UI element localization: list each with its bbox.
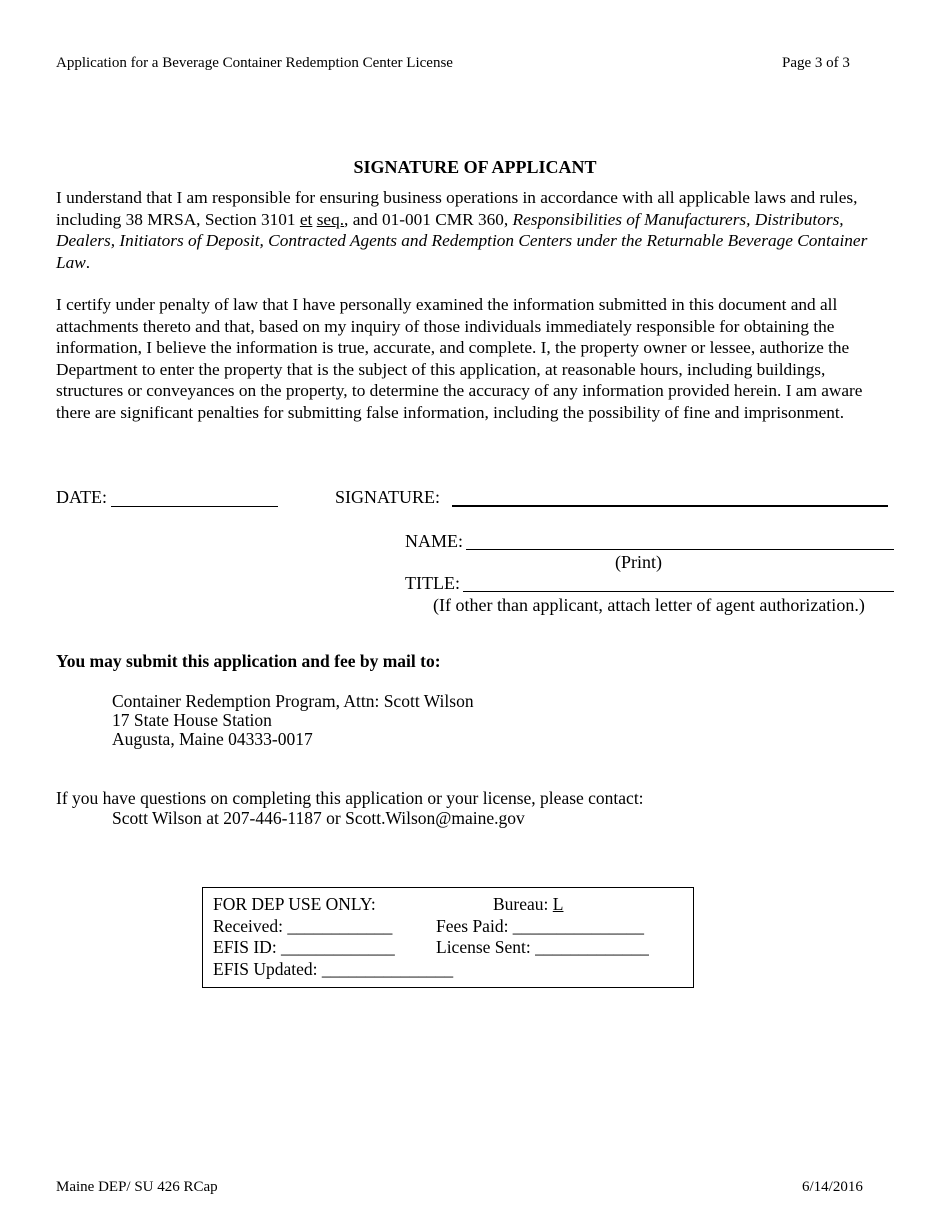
date-label: DATE:	[56, 487, 107, 507]
footer-date: 6/14/2016	[802, 1179, 863, 1195]
section-title: SIGNATURE OF APPLICANT	[353, 157, 597, 177]
fees-paid-field: Fees Paid: _______________	[436, 916, 645, 936]
signature-field-line[interactable]	[452, 505, 888, 507]
address-line-2: 17 State House Station	[112, 710, 272, 730]
signature-label: SIGNATURE:	[335, 487, 441, 507]
bureau-field	[493, 894, 563, 915]
para1-text-b: , and 01-001 CMR 360,	[344, 209, 513, 229]
contact-intro: If you have questions on completing this application or your license, please contact:	[56, 788, 644, 808]
page-number: Page 3 of 3	[782, 55, 850, 71]
address-line-3: Augusta, Maine 04333-0017	[112, 729, 313, 749]
para1-text-a: I understand that I am responsible for ensuring business operations in accordance with all applicable laws and rules, including 38 MRSA, Section 3101	[56, 188, 858, 229]
bureau-label: Bureau:	[493, 894, 553, 914]
footer-form-id: Maine DEP/ SU 426 RCap	[56, 1179, 218, 1195]
para1-end: .	[85, 252, 91, 272]
agent-authorization-note: (If other than applicant, attach letter of agent authorization.)	[433, 595, 865, 615]
efis-id-field: EFIS ID: _____________	[213, 937, 395, 957]
received-field: Received: ____________	[213, 916, 393, 936]
name-label: NAME:	[405, 531, 463, 551]
para1-et: et	[299, 209, 313, 229]
date-field-line[interactable]	[111, 506, 278, 507]
dep-box-heading: FOR DEP USE ONLY:	[213, 894, 376, 914]
license-sent-field: License Sent: _____________	[436, 937, 649, 957]
mail-heading: You may submit this application and fee by mail to:	[56, 651, 441, 671]
title-field-line[interactable]	[463, 591, 894, 592]
para1-seq: seq.	[316, 209, 345, 229]
title-label: TITLE:	[405, 573, 460, 593]
document-header-title: Application for a Beverage Container Redemption Center License	[56, 55, 453, 71]
name-field-line[interactable]	[466, 549, 894, 550]
print-note: (Print)	[615, 552, 662, 572]
responsibility-paragraph	[56, 187, 896, 273]
efis-updated-field: EFIS Updated: _______________	[213, 959, 454, 979]
para1-rule-title: Responsibilities of Manufacturers, Distributors, Dealers, Initiators of Deposit, Contracted Agents and Redemption Centers under the Returnable Beverage Container Law	[56, 209, 868, 272]
bureau-value: L	[552, 894, 564, 914]
address-line-1: Container Redemption Program, Attn: Scott Wilson	[112, 691, 474, 711]
contact-details: Scott Wilson at 207-446-1187 or Scott.Wilson@maine.gov	[112, 808, 525, 828]
certification-paragraph: I certify under penalty of law that I have personally examined the information submitted in this document and all attachments thereto and that, based on my inquiry of those individuals immediately responsible for obtaining the information, I believe the information is true, accurate, and complete. I, the property owner or lessee, authorize the Department to enter the property that is the subject of this application, at reasonable hours, including buildings, structures or conveyances on the property, to determine the accuracy of any information provided herein. I am aware there are significant penalties for submitting false information, including the possibility of fine and imprisonment.	[56, 295, 863, 422]
